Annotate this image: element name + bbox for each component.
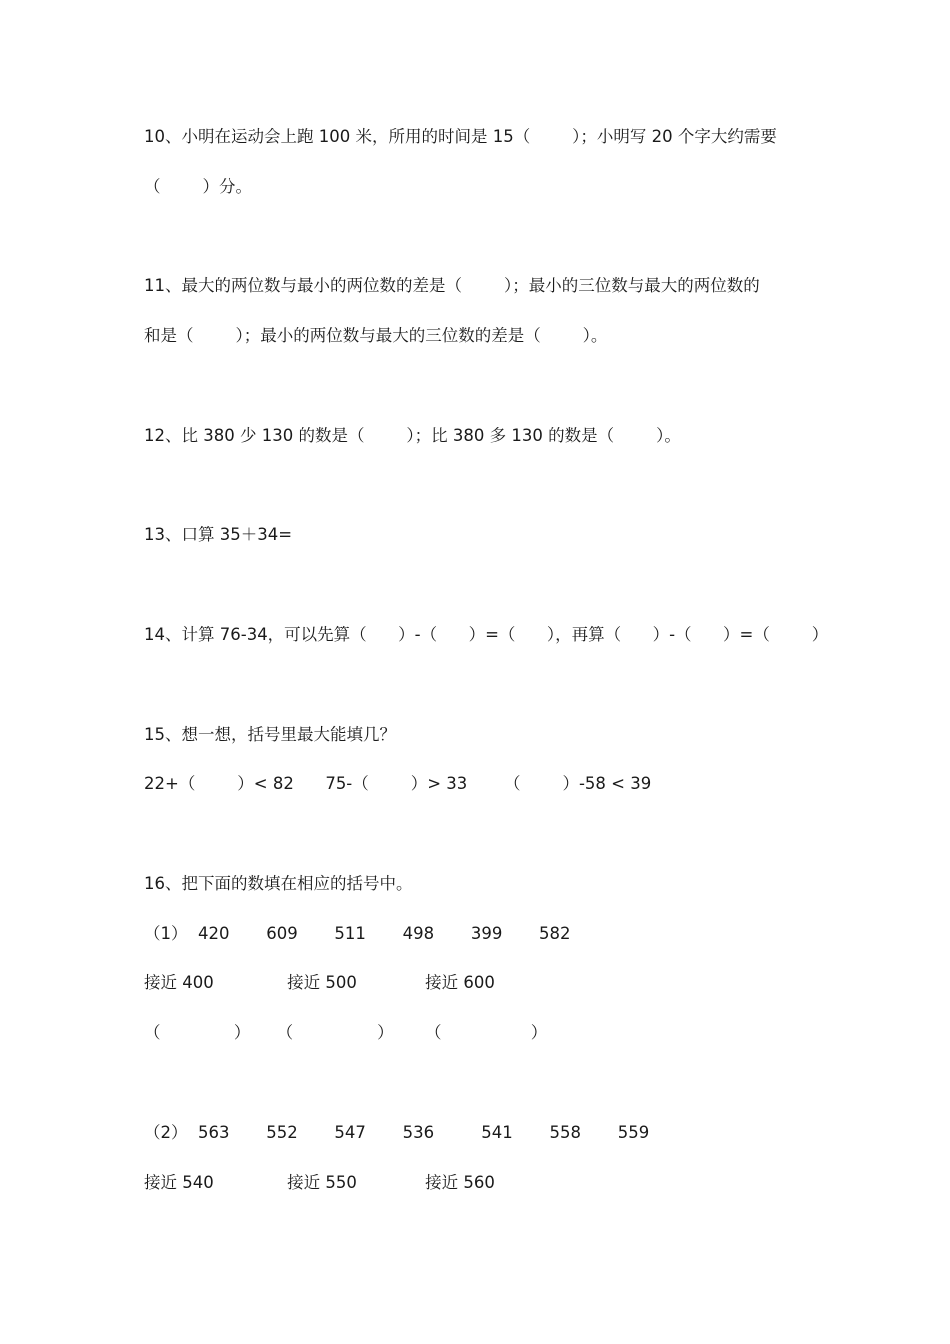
question-14: 14、计算 76-34，可以先算（ ）-（ ）=（ ），再算（ ）-（ ）=（ ） [144, 625, 829, 644]
question-16-part-2-categories: 接近 540 接近 550 接近 560 [144, 1173, 495, 1192]
question-15-inequalities: 22+（ ）< 82 75-（ ）> 33 （ ）-58 < 39 [144, 774, 652, 793]
question-10-line-2: （ ）分。 [144, 177, 252, 196]
question-10-line-1: 10、小明在运动会上跑 100 米，所用的时间是 15（ ）；小明写 20 个字大约需要 [144, 127, 777, 146]
question-16-part-1-numbers: （1） 420 609 511 498 399 582 [144, 924, 571, 943]
question-16-part-1-blanks: （ ） （ ） （ ） [144, 1023, 548, 1042]
question-16-part-2-numbers: （2） 563 552 547 536 541 558 559 [144, 1123, 650, 1142]
question-16-part-1-categories: 接近 400 接近 500 接近 600 [144, 973, 495, 992]
question-16-prompt: 16、把下面的数填在相应的括号中。 [144, 874, 413, 893]
question-11-line-1: 11、最大的两位数与最小的两位数的差是（ ）；最小的三位数与最大的两位数的 [144, 276, 760, 295]
question-12: 12、比 380 少 130 的数是（ ）；比 380 多 130 的数是（ ）。 [144, 426, 681, 445]
question-11-line-2: 和是（ ）；最小的两位数与最大的三位数的差是（ ）。 [144, 326, 608, 345]
question-13: 13、口算 35＋34= [144, 525, 293, 544]
question-15-prompt: 15、想一想，括号里最大能填几？ [144, 725, 396, 744]
